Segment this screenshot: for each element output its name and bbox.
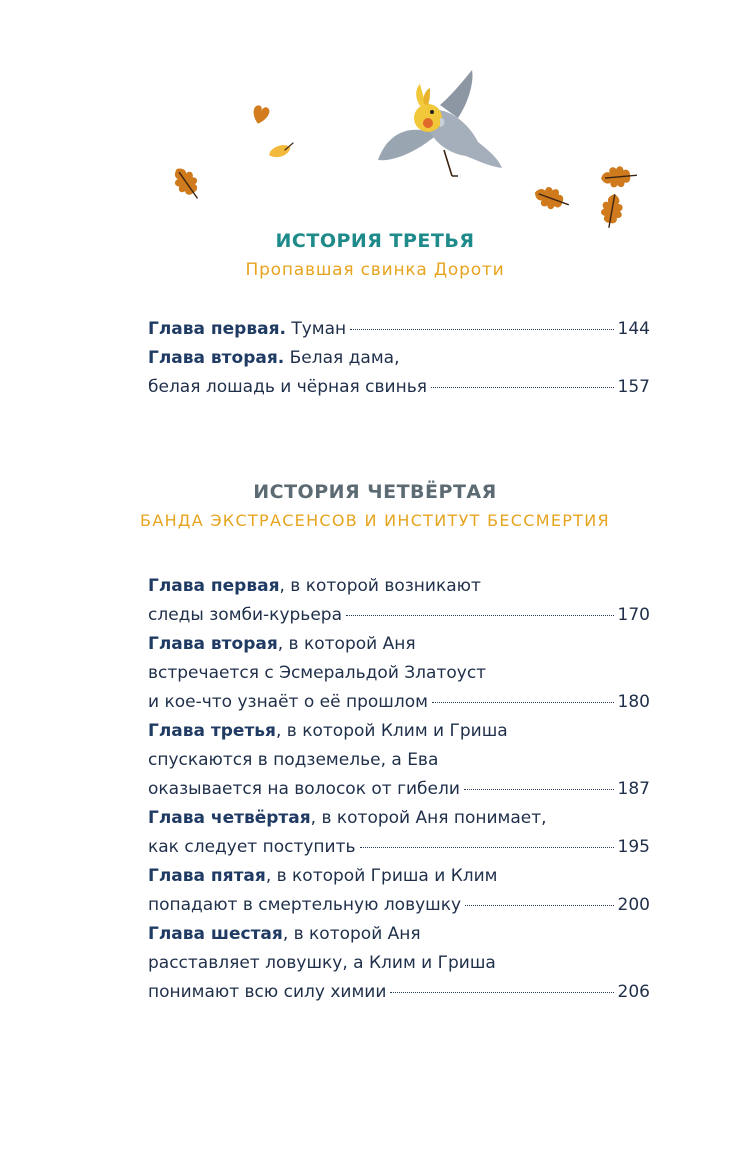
chapter-description: расставляет ловушку, а Клим и Гриша — [148, 953, 496, 973]
chapter-title: Глава шестая — [148, 924, 283, 944]
toc-line — [148, 315, 650, 344]
toc-line — [148, 775, 650, 804]
story4-subheading: БАНДА ЭКСТРАСЕНСОВ И ИНСТИТУТ БЕССМЕРТИЯ — [140, 511, 610, 530]
toc-entry — [148, 572, 650, 630]
ginkgo-leaf-icon — [268, 143, 296, 159]
page-number: 180 — [617, 692, 650, 712]
story3-subheading: Пропавшая свинка Дороти — [245, 260, 505, 280]
chapter-title: Глава четвёртая — [148, 808, 311, 828]
toc-entry — [148, 804, 650, 862]
chapter-description: понимают всю силу химии — [148, 982, 387, 1002]
oak-leaf-icon — [168, 163, 206, 204]
page-number: 157 — [617, 377, 650, 397]
page-number: 170 — [617, 605, 650, 625]
dot-leader — [390, 991, 613, 993]
toc-line — [148, 659, 650, 688]
chapter-description: , в которой Аня — [282, 924, 421, 944]
toc-line — [148, 572, 650, 601]
chapter-description: , в которой Аня — [277, 634, 416, 654]
chapter-description: следы зомби-курьера — [148, 605, 342, 625]
chapter-description: как следует поступить — [148, 837, 356, 857]
toc-line — [148, 601, 650, 630]
toc-line — [148, 746, 650, 775]
chapter-description: , в которой Клим и Гриша — [275, 721, 508, 741]
dot-leader — [432, 701, 614, 703]
page-number: 187 — [617, 779, 650, 799]
chapter-title: Глава пятая — [148, 866, 266, 886]
toc-line — [148, 344, 650, 373]
chapter-description: Белая дама, — [284, 348, 400, 368]
dot-leader — [464, 788, 614, 790]
oak-leaf-icon — [600, 165, 638, 189]
toc-entry — [148, 630, 650, 717]
chapter-description: спускаются в подземелье, а Ева — [148, 750, 439, 770]
chapter-title: Глава вторая — [148, 634, 278, 654]
toc-line — [148, 804, 650, 833]
chapter-title: Глава третья — [148, 721, 276, 741]
toc-line — [148, 978, 650, 1007]
toc-line — [148, 862, 650, 891]
story3-heading: ИСТОРИЯ ТРЕТЬЯ — [275, 230, 475, 252]
toc-line — [148, 630, 650, 659]
chapter-title: Глава первая. — [148, 319, 286, 339]
page-number: 144 — [617, 319, 650, 339]
oak-leaf-icon — [531, 183, 572, 215]
header-illustration — [0, 0, 750, 240]
toc-entry — [148, 717, 650, 804]
heart-leaf-icon — [251, 104, 271, 125]
toc-line — [148, 949, 650, 978]
chapter-description: оказывается на волосок от гибели — [148, 779, 460, 799]
chapter-title: Глава вторая. — [148, 348, 285, 368]
toc-entry — [148, 920, 650, 1007]
toc-entry — [148, 315, 650, 344]
chapter-description: и кое-что узнаёт о её прошлом — [148, 692, 428, 712]
page-number: 195 — [617, 837, 650, 857]
cockatiel-bird-icon — [378, 70, 502, 176]
chapter-description: , в которой возникают — [279, 576, 481, 596]
chapter-description: , в которой Гриша и Клим — [265, 866, 498, 886]
page-number: 206 — [617, 982, 650, 1002]
toc-line — [148, 373, 650, 402]
story4-toc — [148, 572, 650, 1007]
toc-entry — [148, 862, 650, 920]
toc-line — [148, 717, 650, 746]
chapter-description: Туман — [285, 319, 347, 339]
toc-entry — [148, 344, 650, 402]
chapter-description: встречается с Эсмеральдой Златоуст — [148, 663, 487, 683]
toc-line — [148, 688, 650, 717]
dot-leader — [350, 328, 613, 330]
chapter-description: попадают в смертельную ловушку — [148, 895, 462, 915]
toc-line — [148, 833, 650, 862]
dot-leader — [360, 846, 614, 848]
chapter-description: , в которой Аня понимает, — [310, 808, 547, 828]
chapter-description: белая лошадь и чёрная свинья — [148, 377, 427, 397]
chapter-title: Глава первая — [148, 576, 280, 596]
page-number: 200 — [617, 895, 650, 915]
toc-line — [148, 920, 650, 949]
toc-line — [148, 891, 650, 920]
story4-heading: ИСТОРИЯ ЧЕТВЁРТАЯ — [253, 481, 497, 503]
dot-leader — [346, 614, 614, 616]
story3-toc — [148, 315, 650, 402]
dot-leader — [465, 904, 613, 906]
oak-leaf-icon — [599, 192, 626, 229]
dot-leader — [431, 386, 614, 388]
